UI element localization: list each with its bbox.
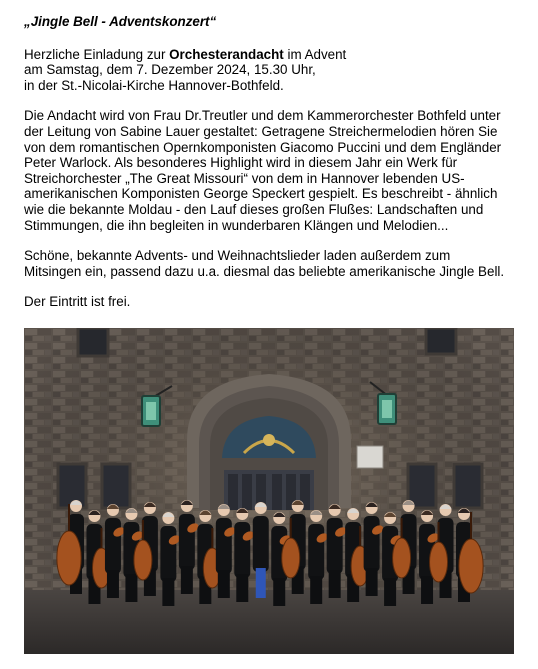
description-line: amerikanischen Komponisten George Speckert gespielt. Es beschreibt - ähnlich bbox=[24, 186, 498, 202]
page-title: „Jingle Bell - Adventskonzert“ bbox=[24, 14, 217, 29]
description-line: von dem romantischen Opernkomponisten Giacomo Puccini und dem Engländer bbox=[24, 139, 502, 155]
invitation-date: am Samstag, dem 7. Dezember 2024, 15.30 Uhr, bbox=[24, 62, 316, 78]
church-facade-image bbox=[24, 328, 514, 654]
description-line: der Leitung von Sabine Lauer gestaltet: Getragene Streichermelodien hören Sie bbox=[24, 123, 498, 139]
description-line: Peter Warlock. Als besonderes Highlight wird in diesem Jahr ein Werk für bbox=[24, 155, 458, 171]
lower-window-right-2 bbox=[454, 464, 482, 508]
cello-instrument bbox=[393, 538, 411, 578]
invitation-paragraph bbox=[24, 47, 520, 94]
description-line: wie die bekannte Moldau - den Lauf dieses großen Flußes: Landschaften und bbox=[24, 201, 484, 217]
invitation-line-1 bbox=[24, 47, 520, 63]
entry-note: Der Eintritt ist frei. bbox=[24, 294, 131, 310]
invitation-location: in der St.-Nicolai-Kirche Hannover-Bothfeld. bbox=[24, 77, 284, 93]
description-paragraph bbox=[24, 108, 520, 233]
lower-window-left-2 bbox=[102, 464, 130, 508]
wall-plaque bbox=[357, 446, 383, 468]
invitation-line-1-post: im Advent bbox=[283, 46, 347, 62]
description-line: Stimmungen, die ihn begleiten in wunderbaren Klängen und Melodien... bbox=[24, 217, 449, 233]
invitation-line-1-pre: Herzliche Einladung zur bbox=[24, 46, 170, 62]
upper-window-left bbox=[78, 328, 108, 356]
songs-line: Schöne, bekannte Advents- und Weihnachtslieder laden außerdem zum bbox=[24, 248, 451, 264]
description-line: Die Andacht wird von Frau Dr.Treutler und dem Kammerorchester Bothfeld unter bbox=[24, 108, 501, 124]
cello-instrument bbox=[282, 538, 300, 578]
bass-instrument bbox=[57, 531, 81, 585]
bass-instrument bbox=[459, 539, 483, 593]
announcement bbox=[24, 14, 520, 325]
songs-paragraph bbox=[24, 248, 520, 279]
lower-window-left-1 bbox=[58, 464, 86, 508]
event-name: Orchesterandacht bbox=[169, 46, 284, 62]
description-line: Streichorchester „The Great Missouri“ von dem in Hannover lebenden US- bbox=[24, 170, 465, 186]
cello-instrument bbox=[430, 542, 448, 582]
orchestra-photo bbox=[24, 328, 514, 654]
cello-instrument bbox=[134, 540, 152, 580]
upper-window-right bbox=[426, 328, 456, 354]
songs-line: Mitsingen ein, passend dazu u.a. diesmal das beliebte amerikanische Jingle Bell. bbox=[24, 263, 505, 279]
